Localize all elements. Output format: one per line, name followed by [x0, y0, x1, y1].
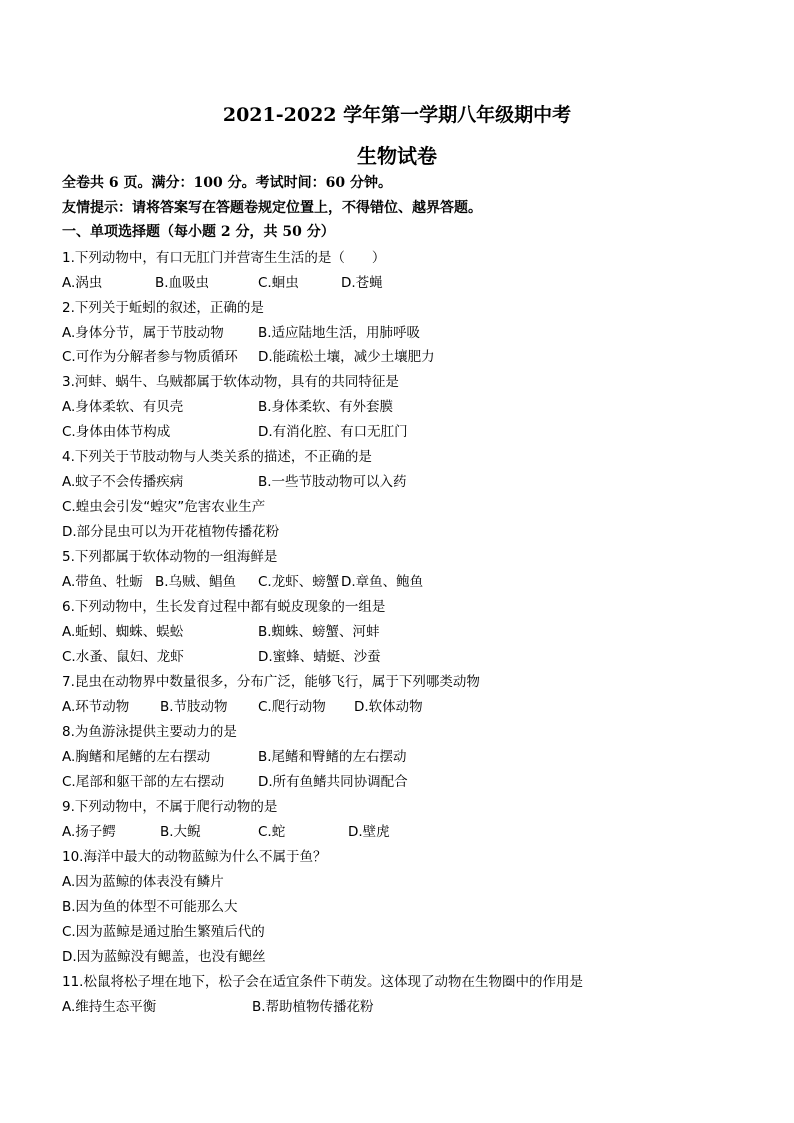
option-b: B.适应陆地生活，用肺呼吸 — [258, 325, 421, 341]
option-c: C.可作为分解者参与物质循环 — [62, 349, 238, 365]
option-b: B.帮助植物传播花粉 — [252, 999, 374, 1015]
section-heading: 一、单项选择题（每小题 2 分，共 50 分） — [62, 224, 335, 240]
option-c: C.蛔虫 — [258, 275, 299, 291]
exam-subtitle: 生物试卷 — [357, 144, 437, 168]
question-1-stem: 1.下列动物中，有口无肛门并营寄生生活的是（ ） — [62, 250, 386, 266]
question-10-option-a: A.因为蓝鲸的体表没有鳞片 — [62, 874, 224, 890]
option-a: A.身体柔软、有贝壳 — [62, 399, 184, 415]
question-10-option-c: C.因为蓝鲸是通过胎生繁殖后代的 — [62, 924, 265, 940]
option-a: A.身体分节，属于节肢动物 — [62, 325, 224, 341]
option-a: A.扬子鳄 — [62, 824, 116, 840]
question-2-stem: 2.下列关于蚯蚓的叙述，正确的是 — [62, 300, 264, 316]
option-b: B.蜘蛛、螃蟹、河蚌 — [258, 624, 380, 640]
option-b: B.尾鳍和臀鳍的左右摆动 — [258, 749, 407, 765]
option-d: D.蜜蜂、蜻蜓、沙蚕 — [258, 649, 381, 665]
question-5-stem: 5.下列都属于软体动物的一组海鲜是 — [62, 549, 278, 565]
question-6-stem: 6.下列动物中，生长发育过程中都有蜕皮现象的一组是 — [62, 599, 386, 615]
option-a: A.蚯蚓、蜘蛛、蜈蚣 — [62, 624, 184, 640]
option-c: C.龙虾、螃蟹 — [258, 574, 340, 590]
question-4-option-d: D.部分昆虫可以为开花植物传播花粉 — [62, 524, 280, 540]
question-4-option-c: C.蝗虫会引发“蝗灾”危害农业生产 — [62, 499, 266, 515]
exam-info: 全卷共 6 页。满分：100 分。考试时间：60 分钟。 — [62, 175, 392, 191]
option-d: D.所有鱼鳍共同协调配合 — [258, 774, 408, 790]
option-c: C.身体由体节构成 — [62, 424, 171, 440]
option-c: C.水蚤、鼠妇、龙虾 — [62, 649, 184, 665]
option-d: D.有消化腔、有口无肛门 — [258, 424, 408, 440]
option-d: D.软体动物 — [354, 699, 423, 715]
option-c: C.尾部和躯干部的左右摆动 — [62, 774, 225, 790]
option-b: B.乌贼、鲳鱼 — [155, 574, 237, 590]
question-9-stem: 9.下列动物中，不属于爬行动物的是 — [62, 799, 278, 815]
option-d: D.能疏松土壤，减少土壤肥力 — [258, 349, 435, 365]
option-a: A.蚊子不会传播疾病 — [62, 474, 184, 490]
question-11-stem: 11.松鼠将松子埋在地下，松子会在适宜条件下萌发。这体现了动物在生物圈中的作用是 — [62, 974, 583, 990]
option-b: B.身体柔软、有外套膜 — [258, 399, 394, 415]
option-a: A.带鱼、牡蛎 — [62, 574, 143, 590]
question-10-option-d: D.因为蓝鲸没有鳃盖，也没有鳃丝 — [62, 949, 266, 965]
option-a: A.环节动物 — [62, 699, 130, 715]
option-b: B.节肢动物 — [160, 699, 228, 715]
option-b: B.大鲵 — [160, 824, 201, 840]
option-b: B.一些节肢动物可以入药 — [258, 474, 407, 490]
question-10-option-b: B.因为鱼的体型不可能那么大 — [62, 899, 238, 915]
question-8-stem: 8.为鱼游泳提供主要动力的是 — [62, 724, 237, 740]
question-4-stem: 4.下列关于节肢动物与人类关系的描述，不正确的是 — [62, 449, 372, 465]
option-b: B.血吸虫 — [155, 275, 210, 291]
option-d: D.章鱼、鲍鱼 — [341, 574, 424, 590]
option-a: A.维持生态平衡 — [62, 999, 157, 1015]
question-3-stem: 3.河蚌、蜗牛、乌贼都属于软体动物，具有的共同特征是 — [62, 374, 399, 390]
exam-title: 2021-2022 学年第一学期八年级期中考 — [222, 104, 572, 126]
option-c: C.爬行动物 — [258, 699, 326, 715]
exam-tip: 友情提示：请将答案写在答题卷规定位置上，不得错位、越界答题。 — [62, 200, 482, 216]
question-10-stem: 10.海洋中最大的动物蓝鲸为什么不属于鱼？ — [62, 849, 327, 865]
question-7-stem: 7.昆虫在动物界中数量很多，分布广泛，能够飞行，属于下列哪类动物 — [62, 674, 480, 690]
option-d: D.苍蝇 — [341, 275, 383, 291]
option-d: D.壁虎 — [348, 824, 390, 840]
option-a: A.胸鳍和尾鳍的左右摆动 — [62, 749, 211, 765]
option-c: C.蛇 — [258, 824, 286, 840]
option-a: A.涡虫 — [62, 275, 103, 291]
